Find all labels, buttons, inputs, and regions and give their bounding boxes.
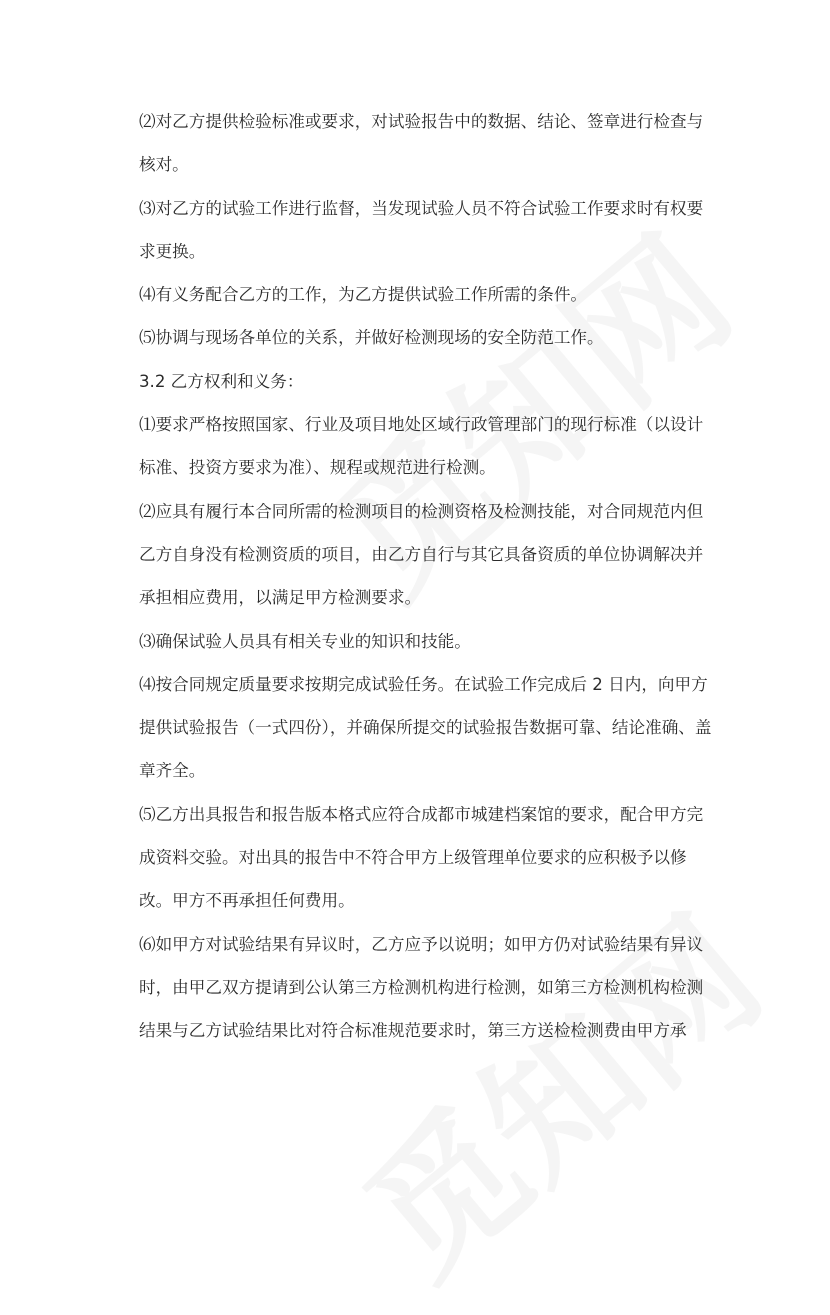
text-line: 求更换。	[139, 241, 206, 261]
text-line: 标准、投资方要求为准）、规程或规范进行检测。	[139, 458, 496, 478]
text-line: ⑶对乙方的试验工作进行监督，当发现试验人员不符合试验工作要求时有权要	[139, 198, 704, 218]
text-line: 乙方自身没有检测资质的项目，由乙方自行与其它具备资质的单位协调解决并	[139, 544, 704, 564]
text-line: 3.2 乙方权利和义务：	[139, 371, 304, 391]
text-line: ⑷按合同规定质量要求按期完成试验任务。在试验工作完成后 2 日内，向甲方	[139, 674, 708, 694]
text-line: 章齐全。	[139, 761, 206, 781]
text-line: 结果与乙方试验结果比对符合标准规范要求时，第三方送检检测费由甲方承	[139, 1021, 687, 1041]
text-line: ⑵对乙方提供检验标准或要求，对试验报告中的数据、结论、签章进行检查与	[139, 112, 704, 131]
text-line: ⑸协调与现场各单位的关系，并做好检测现场的安全防范工作。	[139, 328, 604, 348]
document-page	[139, 100, 714, 1053]
text-line: ⑸乙方出具报告和报告版本格式应符合成都市城建档案馆的要求，配合甲方完	[139, 804, 704, 824]
text-line: ⑷有义务配合乙方的工作，为乙方提供试验工作所需的条件。	[139, 285, 588, 305]
text-line: ⑶确保试验人员具有相关专业的知识和技能。	[139, 631, 471, 651]
text-line: 核对。	[139, 155, 189, 175]
text-line: 改。甲方不再承担任何费用。	[139, 891, 355, 911]
text-line: ⑵应具有履行本合同所需的检测项目的检测资格及检测技能，对合同规范内但	[139, 501, 704, 521]
text-line: 时，由甲乙双方提请到公认第三方检测机构进行检测，如第三方检测机构检测	[139, 977, 704, 997]
text-line: 提供试验报告（一式四份），并确保所提交的试验报告数据可靠、结论准确、盖	[139, 718, 712, 738]
text-line: 成资料交验。对出具的报告中不符合甲方上级管理单位要求的应积极予以修	[139, 848, 687, 868]
text-line: ⑹如甲方对试验结果有异议时，乙方应予以说明；如甲方仍对试验结果有异议	[139, 934, 704, 954]
text-line: ⑴要求严格按照国家、行业及项目地处区域行政管理部门的现行标准（以设计	[139, 415, 704, 435]
text-line: 承担相应费用，以满足甲方检测要求。	[139, 588, 422, 608]
